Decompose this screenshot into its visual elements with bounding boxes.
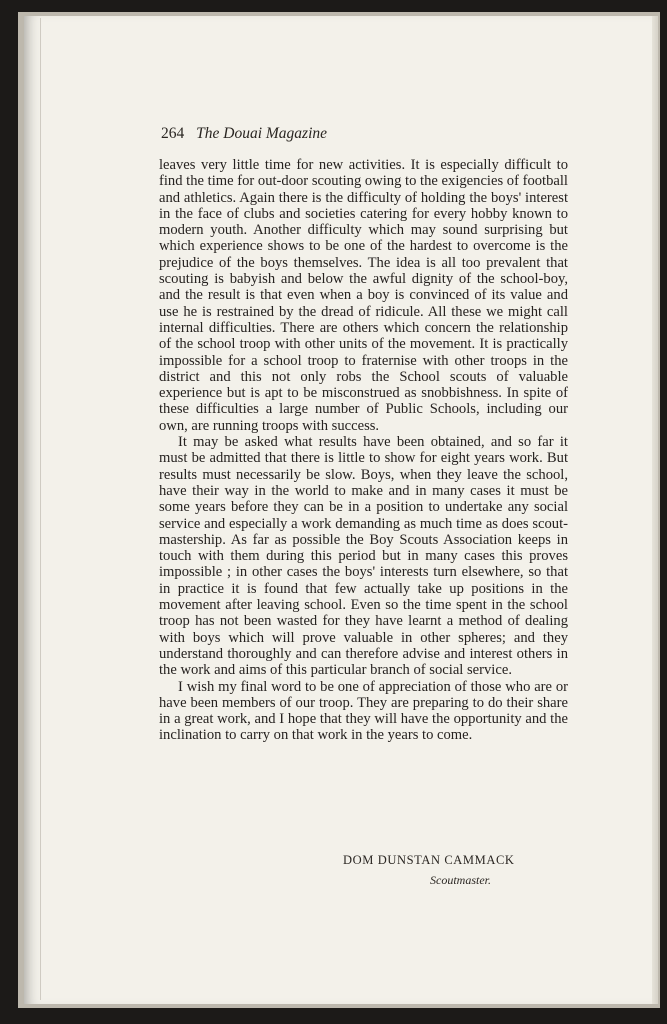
- page-right-edge: [652, 16, 658, 1004]
- running-header: [161, 125, 327, 143]
- paragraph: I wish my final word to be one of appreciation of those who are or have been members of our troop. They are preparing to do their share in a great work, and I hope that they will have the opportunity and the inclination to carry on that work in the years to come.: [159, 678, 568, 744]
- page-gutter: [40, 18, 41, 1000]
- article-body: [159, 157, 568, 744]
- author-signature: DOM DUNSTAN CAMMACK: [343, 853, 515, 867]
- page-number: 264: [161, 125, 185, 142]
- paragraph: It may be asked what results have been obtained, and so far it must be admitted that there is little to show for eight years work. But results must necessarily be slow. Boys, when they leave the school, have their way in the world to make and in many cases it must be some years before they can be in a position to undertake any social service and especially a work demanding as much time as does scout-mastership. As far as possible the Boy Scouts Association keeps in touch with them during this period but in many cases this proves impossible ; in other cases the boys' interests turn elsewhere, so that in practice it is found that few actually take up positions in the movement after leaving school. Even so the time spent in the school troop has not been wasted for they have learnt a method of dealing with boys which will prove valuable in other spheres; and they understand thoroughly and can therefore advise and interest others in the work and aims of this particular branch of social service.: [159, 434, 568, 679]
- author-role: Scoutmaster.: [430, 873, 491, 887]
- running-title: The Douai Magazine: [196, 125, 328, 142]
- paragraph: leaves very little time for new activities. It is especially difficult to find the time for out-door scouting owing to the exigencies of football and athletics. Again there is the difficulty of holding the boys' interest in the face of clubs and societies catering for every hobby known to modern youth. Another difficulty which may sound surprising but which experience shows to be one of the hardest to overcome is the prejudice of the boys themselves. The idea is all too prevalent that scouting is babyish and below the awful dignity of the school-boy, and the result is that even when a boy is convinced of its value and use he is restrained by the dread of ridicule. All these we might call internal difficulties. There are others which concern the relationship of the school troop with other units of the movement. It is practically impossible for a school troop to fraternise with other troops in the district and this not only robs the School scouts of valuable experience but is apt to be misconstrued as snobbishness. In spite of these difficulties a large number of Public Schools, including our own, are running troops with success.: [159, 157, 568, 434]
